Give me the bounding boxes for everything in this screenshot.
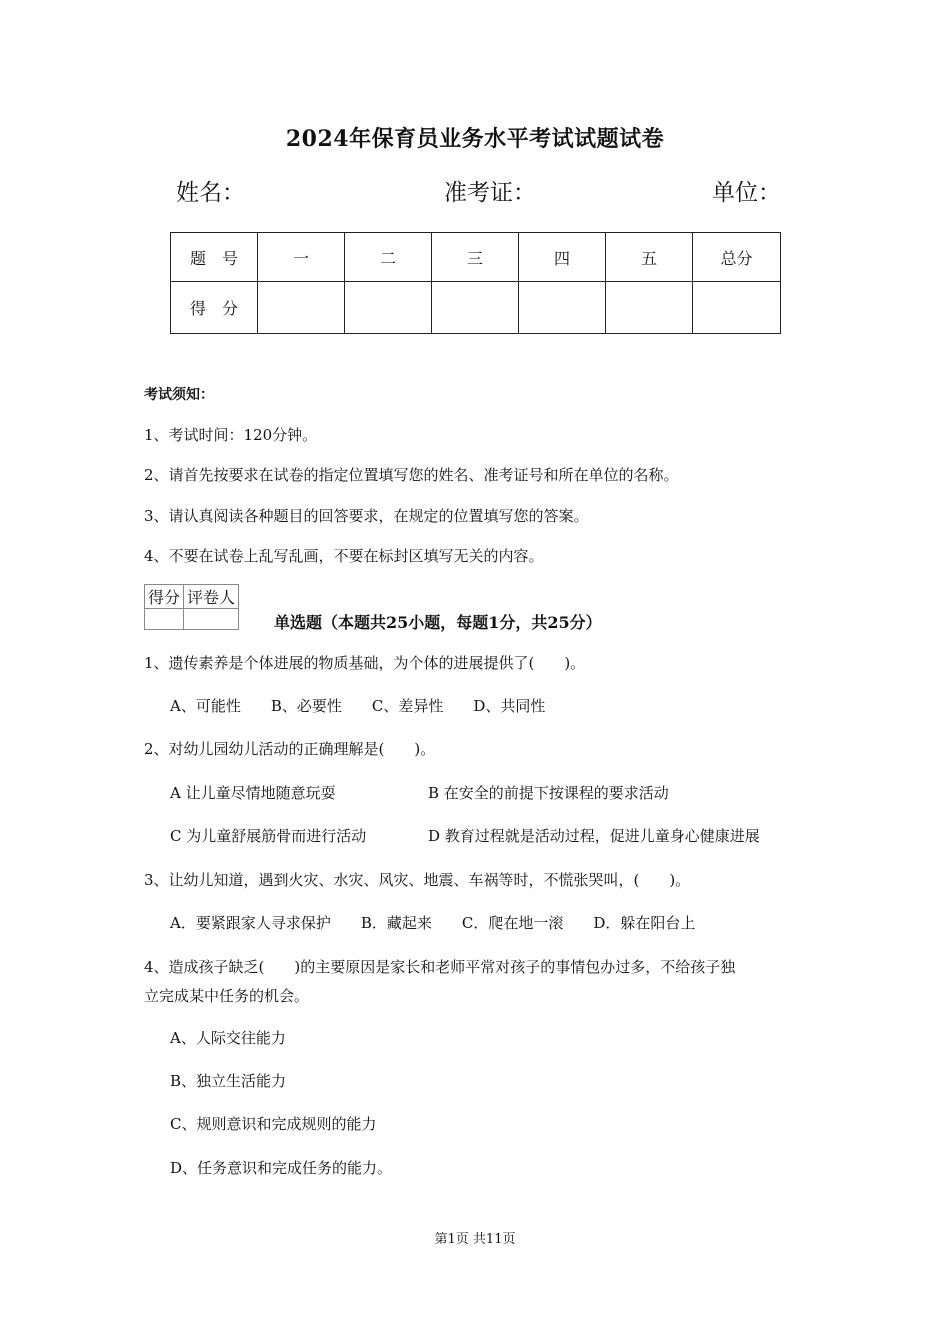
question-option: D 教育过程就是活动过程，促进儿童身心健康进展: [428, 827, 760, 845]
question-stem: 1、遗传素养是个体进展的物质基础，为个体的进展提供了( )。: [144, 654, 586, 672]
grader-score-label: 得分: [145, 585, 184, 609]
score-cell: [693, 282, 781, 334]
question-option: A 让儿童尽情地随意玩耍: [170, 784, 336, 802]
question-stem: 4、造成孩子缺乏( )的主要原因是家长和老师平常对孩子的事情包办过多，不给孩子独: [144, 958, 736, 976]
score-cell: [519, 282, 606, 334]
question-option: C 为儿童舒展筋骨而进行活动: [170, 827, 367, 845]
question-option: B、独立生活能力: [170, 1072, 287, 1090]
question-options: A、可能性 B、必要性 C、差异性 D、共同性: [170, 697, 546, 715]
grader-name-label: 评卷人: [184, 585, 239, 609]
notice-item: 3、请认真阅读各种题目的回答要求，在规定的位置填写您的答案。: [144, 507, 589, 525]
question-options: A．要紧跟家人寻求保护 B．藏起来 C．爬在地一滚 D．躲在阳台上: [170, 914, 696, 932]
grader-score-cell: [145, 609, 184, 630]
header-cell-4: 四: [519, 233, 606, 282]
header-cell-5: 五: [606, 233, 693, 282]
header-cell-total: 总分: [693, 233, 781, 282]
question-option: B 在安全的前提下按课程的要求活动: [428, 784, 669, 802]
score-table-header-row: [171, 233, 781, 282]
question-stem: 立完成某中任务的机会。: [144, 987, 310, 1005]
notice-item: 4、不要在试卷上乱写乱画，不要在标封区填写无关的内容。: [144, 547, 544, 565]
score-cell: [258, 282, 345, 334]
question-stem: 2、对幼儿园幼儿活动的正确理解是( )。: [144, 740, 436, 758]
section-title: 单选题（本题共25小题，每题1分，共25分）: [274, 613, 602, 632]
question-stem: 3、让幼儿知道，遇到火灾、水灾、风灾、地震、车祸等时，不慌张哭叫，( )。: [144, 871, 691, 889]
grader-name-cell: [184, 609, 239, 630]
question-option: C、规则意识和完成规则的能力: [170, 1115, 377, 1133]
page-footer: 第1页 共11页: [434, 1232, 516, 1247]
header-cell-label: 题 号: [171, 233, 258, 282]
score-table-score-row: [171, 282, 781, 334]
score-cell: [606, 282, 693, 334]
header-cell-2: 二: [345, 233, 432, 282]
score-row-label: 得 分: [171, 282, 258, 334]
notice-item: 1、考试时间：120分钟。: [144, 426, 318, 444]
score-table: [170, 232, 781, 334]
question-option: A、人际交往能力: [170, 1029, 286, 1047]
score-cell: [432, 282, 519, 334]
header-cell-3: 三: [432, 233, 519, 282]
grader-box: [144, 584, 239, 630]
question-option: D、任务意识和完成任务的能力。: [170, 1159, 393, 1177]
exam-id-label: 准考证：: [444, 180, 536, 206]
exam-title: 2024年保育员业务水平考试试题试卷: [285, 126, 665, 152]
notice-item: 2、请首先按要求在试卷的指定位置填写您的姓名、准考证号和所在单位的名称。: [144, 466, 679, 484]
unit-label: 单位：: [712, 180, 781, 206]
header-cell-1: 一: [258, 233, 345, 282]
name-label: 姓名：: [176, 180, 245, 206]
score-cell: [345, 282, 432, 334]
notice-heading: 考试须知：: [144, 387, 214, 403]
